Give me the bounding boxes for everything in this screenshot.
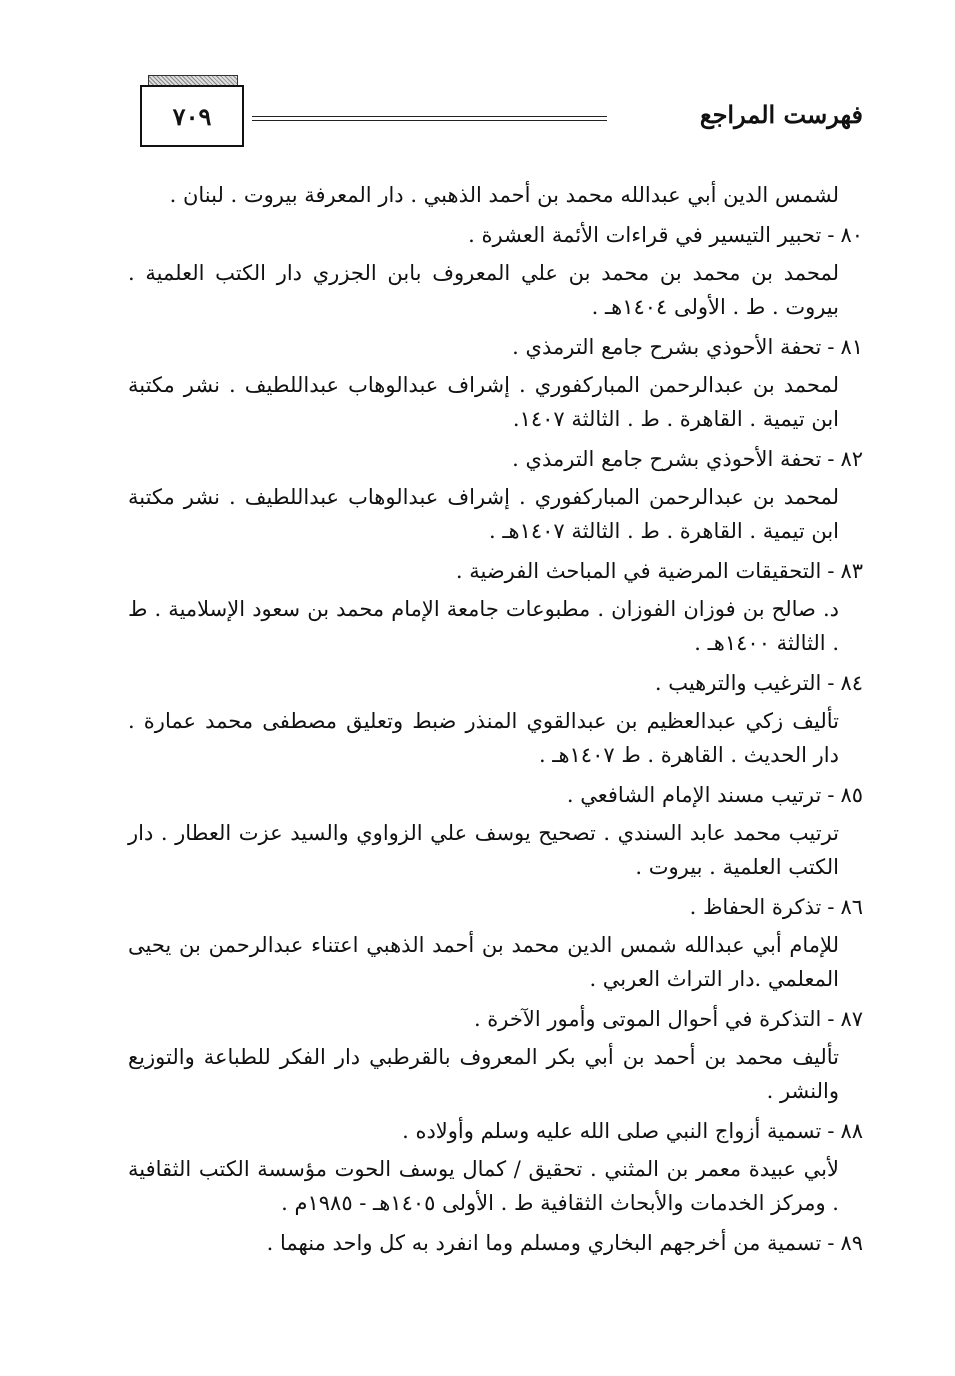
entry-title — [128, 666, 863, 700]
entry-detail: د. صالح بن فوزان الفوزان . مطبوعات جامعة الإمام محمد بن سعود الإسلامية . ط . الثالثة ١٤٠٠هـ . — [128, 597, 839, 655]
entry-detail: لمحمد بن عبدالرحمن المباركفوري . إشراف عبدالوهاب عبداللطيف . نشر مكتبة ابن تيمية . القاهرة . ط . الثالثة ١٤٠٧هـ . — [128, 485, 839, 543]
entry-detail: تأليف زكي عبدالعظيم بن عبدالقوي المنذر ضبط وتعليق مصطفى محمد عمارة . دار الحديث . القاهرة . ط ١٤٠٧هـ . — [128, 709, 839, 767]
entry-dash: - — [827, 559, 835, 583]
entry-title-text: تسمية من أخرجهم البخاري ومسلم وما انفرد به كل واحد منهما . — [266, 1231, 822, 1255]
entry-detail: لمحمد بن عبدالرحمن المباركفوري . إشراف عبدالوهاب عبداللطيف . نشر مكتبة ابن تيمية . القاهرة . ط . الثالثة ١٤٠٧. — [128, 373, 839, 431]
entry-dash: - — [827, 1231, 835, 1255]
entry-dash: - — [827, 671, 835, 695]
entry-title-text: ترتيب مسند الإمام الشافعي . — [566, 783, 822, 807]
entry-detail: لمحمد بن محمد بن محمد بن علي المعروف بابن الجزري دار الكتب العلمية . بيروت . ط . الأولى ١٤٠٤هـ . — [128, 261, 839, 319]
entry-number: ٨٤ — [840, 671, 863, 695]
references-list — [128, 178, 863, 1264]
entry-number: ٨٣ — [840, 559, 863, 583]
entry-title-text: تحبير التيسير في قراءات الأئمة العشرة . — [468, 223, 822, 247]
entry-detail: للإمام أبي عبدالله شمس الدين محمد بن أحمد الذهبي اعتناء عبدالرحمن بن يحيى المعلمي .دار التراث العربي . — [128, 933, 839, 991]
entry-detail: تأليف محمد بن أحمد بن أبي بكر المعروف بالقرطبي دار الفكر للطباعة والتوزيع والنشر . — [128, 1045, 839, 1103]
entry-dash: - — [827, 783, 835, 807]
entry-title — [128, 1114, 863, 1148]
entry-title — [128, 442, 863, 476]
entry-number: ٨٨ — [840, 1119, 863, 1143]
entry-title — [128, 218, 863, 252]
entry-title-text: التذكرة في أحوال الموتى وأمور الآخرة . — [473, 1007, 822, 1031]
entry-number: ٨٠ — [840, 223, 863, 247]
page-number: ٧٠٩ — [172, 101, 212, 131]
entry-number: ٨٦ — [840, 895, 863, 919]
entry-number: ٨٥ — [840, 783, 863, 807]
entry-dash: - — [827, 335, 835, 359]
header-rule — [252, 116, 607, 121]
entry-title-text: التحقيقات المرضية في المباحث الفرضية . — [455, 559, 822, 583]
entry-title-text: تسمية أزواج النبي صلى الله عليه وسلم وأولاده . — [402, 1119, 822, 1143]
entry-title-text: تحفة الأحوذي بشرح جامع الترمذي . — [512, 447, 822, 471]
entry-title — [128, 890, 863, 924]
entry-dash: - — [827, 447, 835, 471]
entry-dash: - — [827, 1007, 835, 1031]
entry-dash: - — [827, 223, 835, 247]
entry-number: ٨٢ — [840, 447, 863, 471]
entry-title — [128, 1002, 863, 1036]
entry-title — [128, 1226, 863, 1260]
entry-title — [128, 554, 863, 588]
entry-title — [128, 778, 863, 812]
entry-detail: لأبي عبيدة معمر بن المثني . تحقيق / كمال يوسف الحوت مؤسسة الكتب الثقافية . ومركز الخدمات والأبحاث الثقافية ط . الأولى ١٤٠٥هـ - ١٩٨٥م . — [128, 1157, 839, 1215]
lead-paragraph: لشمس الدين أبي عبدالله محمد بن أحمد الذهبي . دار المعرفة بيروت . لبنان . — [169, 183, 839, 207]
entry-dash: - — [827, 895, 835, 919]
page-number-box — [140, 85, 244, 147]
entry-title — [128, 330, 863, 364]
entry-title-text: الترغيب والترهيب . — [654, 671, 822, 695]
entry-title-text: تذكرة الحفاظ . — [689, 895, 822, 919]
entries-container — [128, 218, 863, 1260]
page-header-title: فهرست المراجع — [699, 100, 863, 129]
entry-title-text: تحفة الأحوذي بشرح جامع الترمذي . — [512, 335, 822, 359]
entry-number: ٨٧ — [840, 1007, 863, 1031]
entry-dash: - — [827, 1119, 835, 1143]
entry-detail: ترتيب محمد عابد السندي . تصحيح يوسف علي الزواوي والسيد عزت العطار . دار الكتب العلمية . بيروت . — [128, 821, 839, 879]
entry-number: ٨٩ — [840, 1231, 863, 1255]
entry-number: ٨١ — [840, 335, 863, 359]
